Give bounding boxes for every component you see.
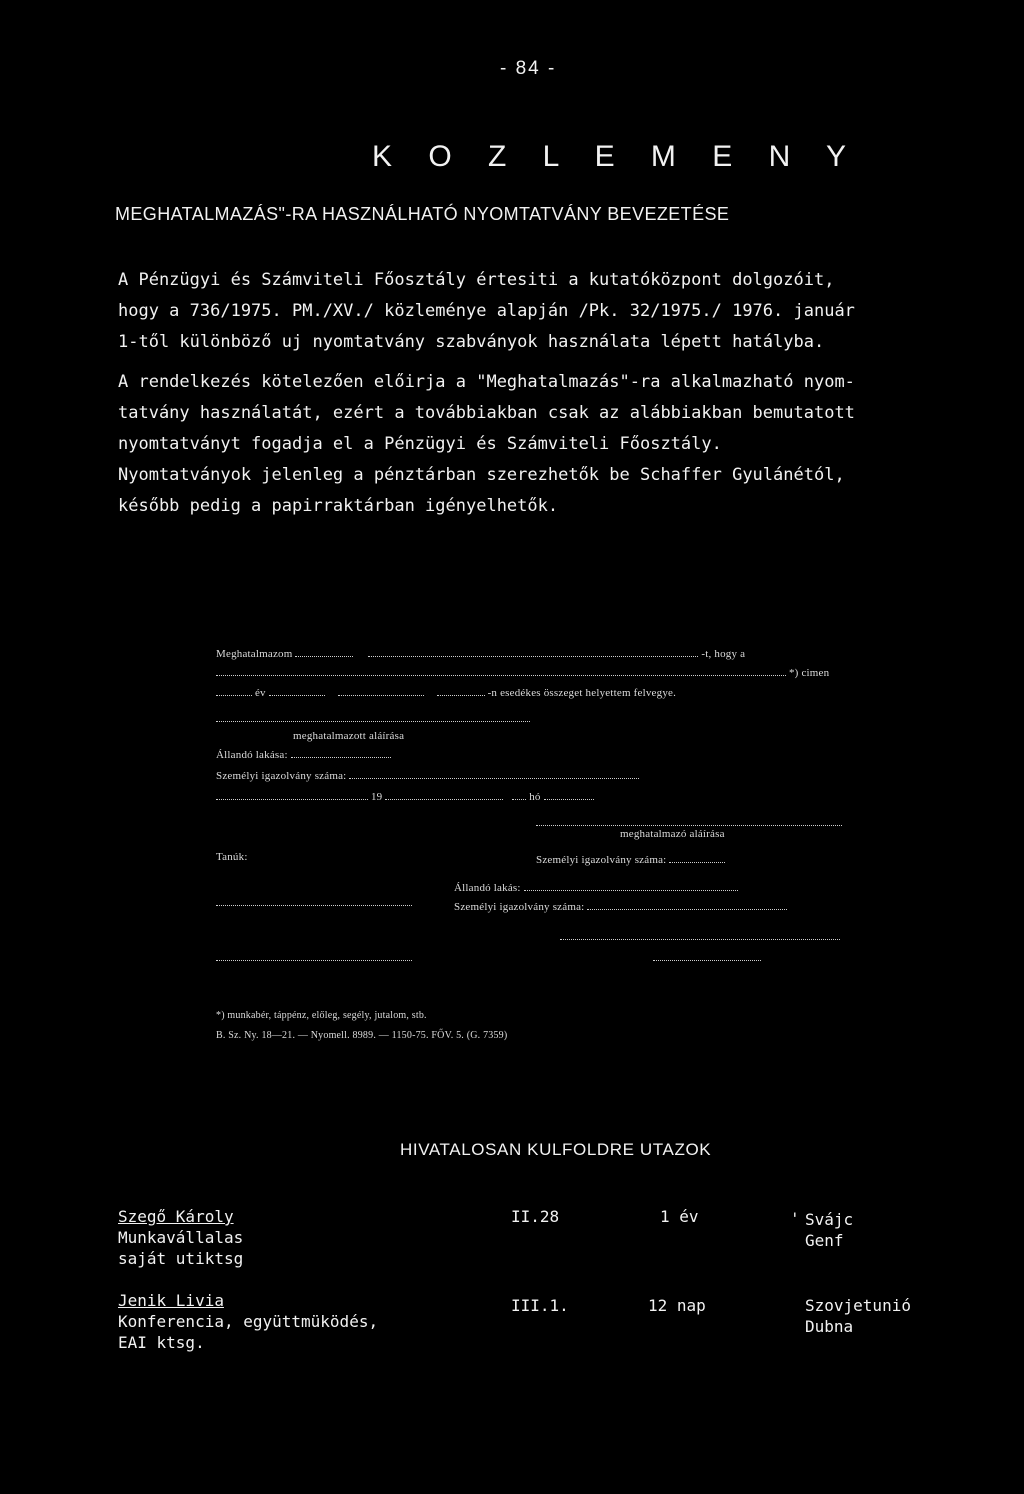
trip-date: II.28 <box>511 1207 560 1226</box>
trip-destination-cell <box>805 1295 911 1337</box>
blank-line <box>291 748 391 758</box>
paragraph-line: hogy a 736/1975. PM./XV./ közleménye alapján /Pk. 32/1975./ 1976. január <box>118 301 855 321</box>
blank-line <box>669 853 725 863</box>
trip-name-cell <box>118 1206 243 1269</box>
blank-line <box>216 896 412 906</box>
trip-purpose: Konferencia, együttmüködés, <box>118 1312 379 1331</box>
paragraph-line: A rendelkezés kötelezően előirja a "Meghatalmazás"-ra alkalmazható nyom- <box>118 372 855 392</box>
trip-name-cell <box>118 1290 378 1353</box>
trip-purpose: EAI ktsg. <box>118 1333 205 1352</box>
form-label-year: 19 <box>370 791 383 803</box>
blank-line <box>524 881 738 891</box>
trip-duration: 1 év <box>660 1207 699 1226</box>
form-line-15 <box>216 951 761 964</box>
form-label-meghatalmazott-alairasa: meghatalmazott aláírása <box>293 730 405 742</box>
form-line-4 <box>216 712 530 725</box>
page-number: - 84 - <box>500 58 557 79</box>
trip-date: III.1. <box>511 1296 569 1315</box>
trip-duration: 12 nap <box>648 1296 706 1315</box>
paragraph-line: később pedig a papirraktárban igényelhetők. <box>118 496 559 516</box>
blank-line <box>437 686 485 696</box>
page-title: K O Z L E M E N Y <box>372 140 861 173</box>
form-label-ho: hó <box>529 791 541 803</box>
blank-line <box>216 951 412 961</box>
blank-line <box>216 712 530 722</box>
blank-line <box>653 951 761 961</box>
trip-destination: Svájc <box>805 1210 854 1229</box>
form-footnote: *) munkabér, táppénz, előleg, segély, jutalom, stb. <box>216 1010 427 1021</box>
trip-purpose: Munkavállalas <box>118 1228 244 1247</box>
form-label-szemelyi-igazolvany: Személyi igazolvány száma: <box>216 770 347 782</box>
blank-line <box>216 686 252 696</box>
form-label-allando-lakasa: Állandó lakása: <box>216 749 288 761</box>
blank-line <box>587 900 787 910</box>
blank-line <box>544 790 594 800</box>
form-line-3 <box>216 686 676 699</box>
blank-line <box>269 686 325 696</box>
form-line-2 <box>216 666 829 679</box>
blank-line <box>385 790 503 800</box>
paragraph-2 <box>118 367 938 522</box>
blank-line <box>216 666 786 676</box>
paragraph-1 <box>118 265 938 358</box>
form-line-13b <box>454 900 787 913</box>
form-line-11 <box>536 853 725 866</box>
trip-destination: Dubna <box>805 1317 854 1336</box>
form-label-tanuk: Tanúk: <box>216 851 248 863</box>
form-print-line: B. Sz. Ny. 18—21. — Nyomell. 8989. — 1150-75. FŐV. 5. (G. 7359) <box>216 1030 508 1041</box>
form-label-allando-lakas-2: Állandó lakás: <box>454 882 521 894</box>
paragraph-line: nyomtatványt fogadja el a Pénzügyi és Számviteli Főosztály. <box>118 434 722 454</box>
paragraph-line: A Pénzügyi és Számviteli Főosztály értesiti a kutatóközpont dolgozóit, <box>118 270 835 290</box>
traveler-name: Jenik Livia <box>118 1291 224 1310</box>
form-line-6 <box>216 748 391 761</box>
blank-line <box>295 647 353 657</box>
form-label-cimen: *) cimen <box>788 667 830 679</box>
form-label-szemelyi-igazolvany-2: Személyi igazolvány száma: <box>536 854 667 866</box>
form-line-14 <box>560 930 840 943</box>
form-line-7 <box>216 769 639 782</box>
page-subtitle: MEGHATALMAZÁS"-RA HASZNÁLHATÓ NYOMTATVÁNY BEVEZETÉSE <box>115 204 730 224</box>
paragraph-line: 1-től különböző uj nyomtatvány szabványok használata lépett hatályba. <box>118 332 825 352</box>
form-label-meghatalmazo-alairasa: meghatalmazó aláírása <box>620 828 725 840</box>
form-label-meghatalmazom: Meghatalmazom <box>216 648 293 660</box>
paragraph-line: tatvány használatát, ezért a továbbiakban csak az alábbiakban bemutatott <box>118 403 855 423</box>
paragraph-line: Nyomtatványok jelenleg a pénztárban szerezhetők be Schaffer Gyulánétól, <box>118 465 845 485</box>
form-label-szemelyi-igazolvany-3: Személyi igazolvány száma: <box>454 901 585 913</box>
blank-line <box>349 769 639 779</box>
blank-line <box>216 790 368 800</box>
trip-mark: ' <box>790 1209 800 1228</box>
trip-destination: Genf <box>805 1231 844 1250</box>
trip-destination-cell <box>805 1209 853 1251</box>
trip-purpose: saját utiktsg <box>118 1249 244 1268</box>
form-line-8 <box>216 790 594 803</box>
blank-line <box>338 686 424 696</box>
trip-destination: Szovjetunió <box>805 1296 911 1315</box>
blank-line <box>512 790 526 800</box>
blank-line <box>560 930 840 940</box>
form-label-osszeget: -n esedékes összeget helyettem felvegye. <box>487 687 677 699</box>
form-line-13a <box>216 896 412 909</box>
section-heading: HIVATALOSAN KULFOLDRE UTAZOK <box>400 1140 712 1159</box>
form-label-hogy-a: -t, hogy a <box>701 648 746 660</box>
traveler-name: Szegő Károly <box>118 1207 234 1226</box>
blank-line <box>368 647 698 657</box>
form-label-ev: év <box>254 687 266 699</box>
form-line-12 <box>454 881 738 894</box>
form-line-1 <box>216 647 745 660</box>
blank-line <box>536 816 842 826</box>
